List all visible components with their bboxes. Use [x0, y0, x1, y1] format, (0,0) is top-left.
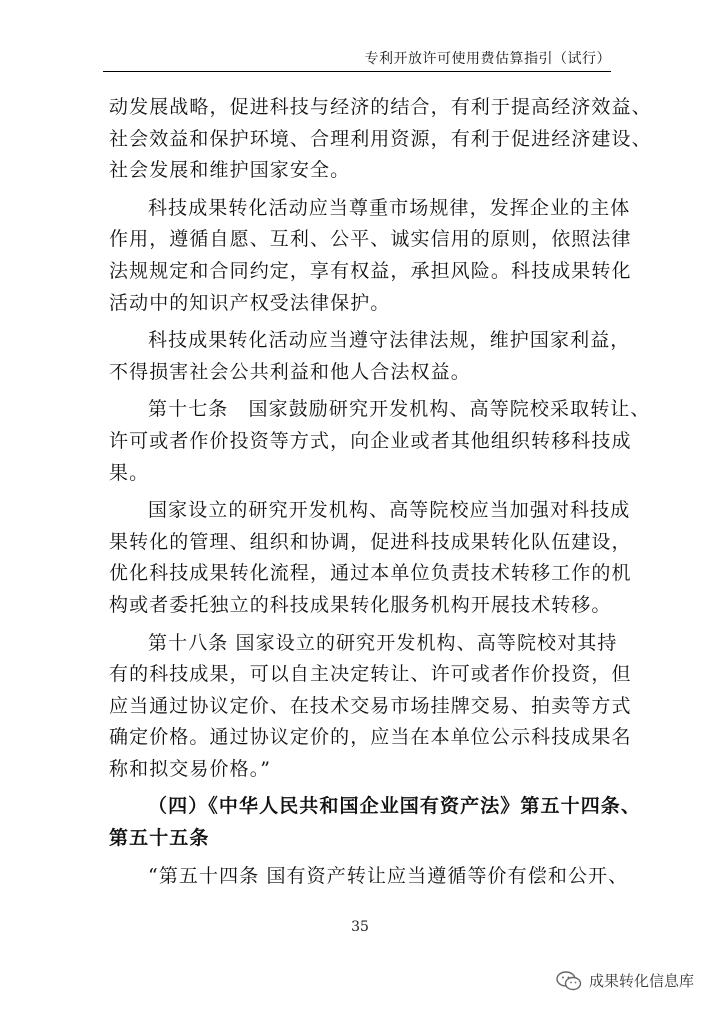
paragraph-line: 确定价格。通过协议定价的，应当在本单位公示科技成果名 [109, 726, 632, 749]
paragraph-line: 科技成果转化活动应当尊重市场规律，发挥企业的主体 [148, 196, 631, 219]
paragraph-line: 第十八条 国家设立的研究开发机构、高等院校对其持 [148, 631, 618, 654]
paragraph-line: 构或者委托独立的科技成果转化服务机构开展技术转移。 [109, 593, 612, 616]
paragraph-line: 果。 [109, 461, 150, 484]
paragraph-line: 应当通过协议定价、在技术交易市场挂牌交易、拍卖等方式 [109, 694, 632, 717]
paragraph-line: 称和拟交易价格。” [109, 757, 272, 780]
section-heading-line: （四）《中华人民共和国企业国有资产法》第五十四条、 [148, 795, 642, 818]
paragraph-line: 有的科技成果，可以自主决定转让、许可或者作价投资，但 [109, 663, 632, 686]
page-header [103, 40, 611, 72]
paragraph-line: “第五十四条 国有资产转让应当遵循等价有偿和公开、 [148, 864, 629, 887]
paragraph-line: 果转化的管理、组织和协调，促进科技成果转化队伍建设， [109, 530, 632, 553]
paragraph-line: 第十七条 国家鼓励研究开发机构、高等院校采取转让、 [148, 398, 651, 421]
paragraph-line: 许可或者作价投资等方式，向企业或者其他组织转移科技成 [109, 429, 632, 452]
wechat-icon [556, 971, 582, 991]
paragraph-line: 社会发展和维护国家安全。 [109, 159, 351, 182]
header-title: 专利开放许可使用费估算指引（试行） [364, 51, 611, 67]
section-heading-line: 第五十五条 [109, 827, 210, 850]
paragraph-line: 动发展战略，促进科技与经济的结合，有利于提高经济效益、 [109, 96, 652, 118]
paragraph-line: 科技成果转化活动应当遵守法律法规，维护国家利益， [148, 329, 631, 352]
paragraph-line: 优化科技成果转化流程，通过本单位负责技术转移工作的机 [109, 562, 632, 585]
paragraph-line: 法规规定和合同约定，享有权益，承担风险。科技成果转化 [109, 259, 632, 282]
page-number: 35 [351, 919, 369, 935]
watermark [556, 970, 694, 991]
document-body [109, 92, 652, 892]
paragraph-line: 不得损害社会公共利益和他人合法权益。 [109, 360, 471, 383]
watermark-text: 成果转化信息库 [588, 972, 694, 990]
paragraph-line: 国家设立的研究开发机构、高等院校应当加强对科技成 [148, 499, 631, 522]
paragraph-line: 活动中的知识产权受法律保护。 [109, 291, 391, 314]
paragraph-line: 社会效益和保护环境、合理利用资源，有利于促进经济建设、 [109, 127, 652, 150]
paragraph-line: 作用，遵循自愿、互利、公平、诚实信用的原则，依照法律 [109, 228, 632, 251]
